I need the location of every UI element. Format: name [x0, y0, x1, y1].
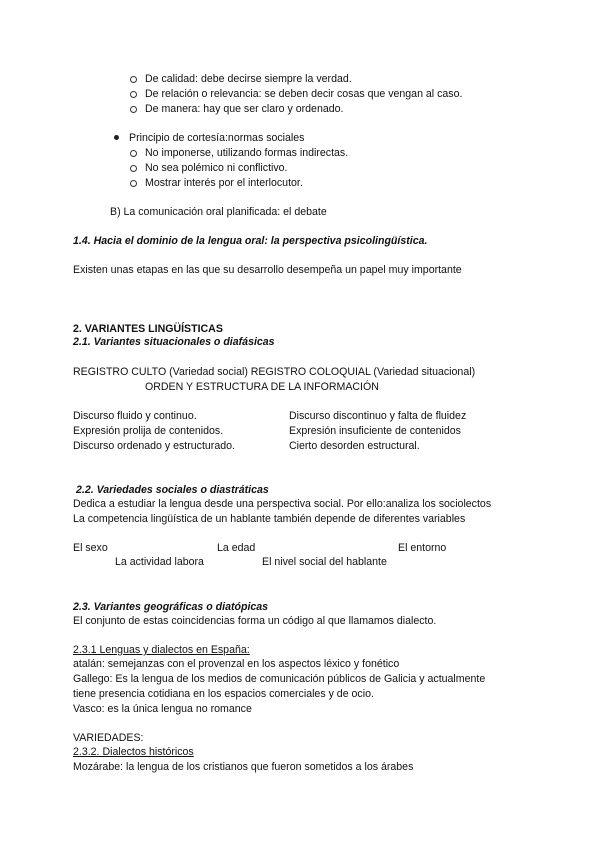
paragraph: Gallego: Es la lengua de los medios de comunicación públicos de Galicia y actualmente: [73, 673, 486, 685]
bullet-circle-icon: [130, 150, 137, 157]
list-item: De manera: hay que ser claro y ordenado.: [145, 103, 344, 115]
right-col-item: Expresión insuficiente de contenidos: [289, 425, 461, 437]
variable-sexo: El sexo: [73, 542, 108, 554]
left-col-item: Discurso ordenado y estructurado.: [73, 440, 235, 452]
bullet-circle-icon: [130, 180, 137, 187]
list-item: No sea polémico ni conflictivo.: [145, 162, 288, 174]
variedades-label: VARIEDADES:: [73, 732, 144, 744]
paragraph: La competencia lingüística de un hablante también depende de diferentes variables: [73, 513, 466, 525]
list-item: Mostrar interés por el interlocutor.: [145, 177, 303, 189]
section-heading-2: 2. VARIANTES LINGÜÍSTICAS: [73, 323, 223, 335]
list-item: No imponerse, utilizando formas indirectas.: [145, 147, 349, 159]
list-item: De calidad: debe decirse siempre la verdad.: [145, 73, 352, 85]
paragraph: atalán: semejanzas con el provenzal en los aspectos léxico y fonético: [73, 658, 400, 670]
paragraph: Vasco: es la única lengua no romance: [73, 703, 252, 715]
paragraph: Mozárabe: la lengua de los cristianos que fueron sometidos a los árabes: [73, 761, 414, 773]
right-col-item: Cierto desorden estructural.: [289, 440, 420, 452]
bullet-dot-icon: [114, 135, 119, 140]
registro-line: REGISTRO CULTO (Variedad social) REGISTRO COLOQUIAL (Variedad situacional): [73, 366, 476, 378]
planned-oral-text: B) La comunicación oral planificada: el debate: [110, 206, 327, 218]
bullet-circle-icon: [130, 106, 137, 113]
variable-entorno: El entorno: [398, 542, 447, 554]
section-heading-2-3-2: 2.3.2. Dialectos históricos: [73, 746, 194, 758]
paragraph: Dedica a estudiar la lengua desde una perspectiva social. Por ello:analiza los sociolectos: [73, 498, 492, 510]
list-item: De relación o relevancia: se deben decir cosas que vengan al caso.: [145, 88, 463, 100]
section-heading-1-4: 1.4. Hacia el dominio de la lengua oral: la perspectiva psicolingüística.: [73, 235, 428, 247]
left-col-item: Discurso fluido y continuo.: [73, 410, 197, 422]
section-heading-2-3-1: 2.3.1 Lenguas y dialectos en España:: [73, 644, 250, 656]
bullet-circle-icon: [130, 165, 137, 172]
variable-nivel: El nivel social del hablante: [262, 556, 387, 568]
section-heading-2-2: 2.2. Variedades sociales o diastráticas: [76, 484, 269, 496]
bullet-circle-icon: [130, 76, 137, 83]
paragraph: Existen unas etapas en las que su desarrollo desempeña un papel muy importante: [73, 264, 462, 276]
bullet-circle-icon: [130, 91, 137, 98]
section-heading-2-3: 2.3. Variantes geográficas o diatópicas: [73, 601, 269, 613]
section-heading-2-1: 2.1. Variantes situacionales o diafásicas: [73, 336, 275, 348]
paragraph: El conjunto de estas coincidencias forma un código al que llamamos dialecto.: [73, 615, 437, 627]
orden-line: ORDEN Y ESTRUCTURA DE LA INFORMACIÓN: [145, 381, 379, 393]
left-col-item: Expresión prolija de contenidos.: [73, 425, 224, 437]
list-item: Principio de cortesía:normas sociales: [129, 132, 305, 144]
paragraph: tiene presencia cotidiana en los espacios comerciales y de ocio.: [73, 688, 374, 700]
right-col-item: Discurso discontinuo y falta de fluidez: [289, 410, 467, 422]
variable-edad: La edad: [217, 542, 256, 554]
variable-actividad: La actividad labora: [115, 556, 204, 568]
